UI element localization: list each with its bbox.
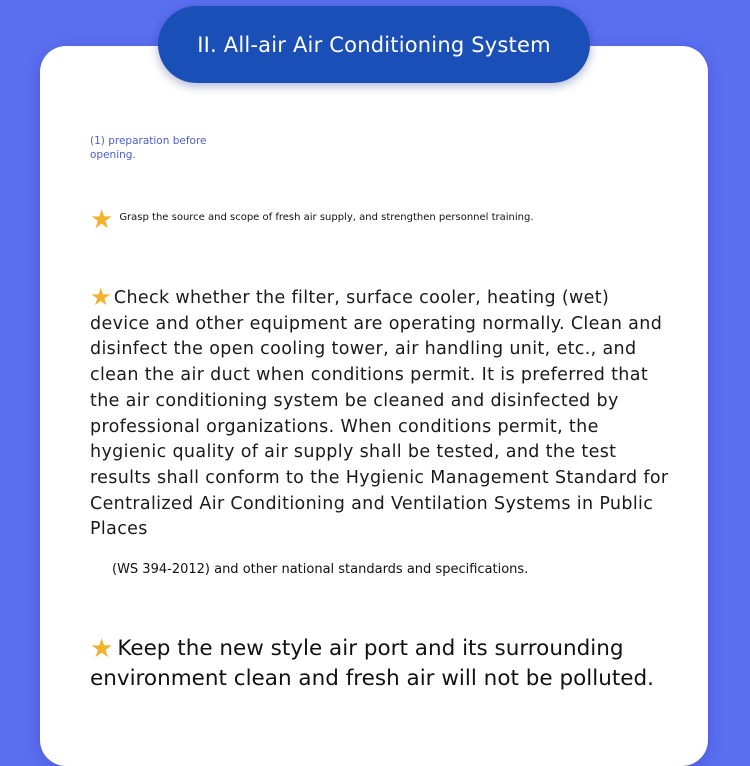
bullet-item-air-port: [90, 634, 690, 694]
star-icon: ★: [90, 283, 112, 311]
bullet-item-fresh-air: [90, 205, 650, 235]
bullet-text: Keep the new style air port and its surrounding environment clean and fresh air will not be polluted.: [90, 636, 654, 691]
section-subheading: (1) preparation before opening.: [90, 135, 207, 161]
star-icon: ★: [90, 205, 114, 235]
title-banner: [158, 6, 590, 83]
bullet-item-equipment-check: [90, 285, 670, 543]
bullet-continuation: (WS 394-2012) and other national standards and specifications.: [112, 562, 529, 577]
star-icon: ★: [90, 634, 114, 664]
bullet-text: Grasp the source and scope of fresh air supply, and strengthen personnel training.: [119, 212, 534, 223]
page-title: II. All-air Air Conditioning System: [197, 32, 551, 57]
bullet-text: Check whether the filter, surface cooler, heating (wet) device and other equipment are operating normally. Clean and disinfect the open cooling tower, air handling unit, etc., and clean the air duct when conditions permit. It is preferred that the air conditioning system be cleaned and disinfected by professional organizations. When conditions permit, the hygienic quality of air supply shall be tested, and the test results shall conform to the Hygienic Management Standard for Centralized Air Conditioning and Ventilation Systems in Public Places: [90, 288, 669, 540]
